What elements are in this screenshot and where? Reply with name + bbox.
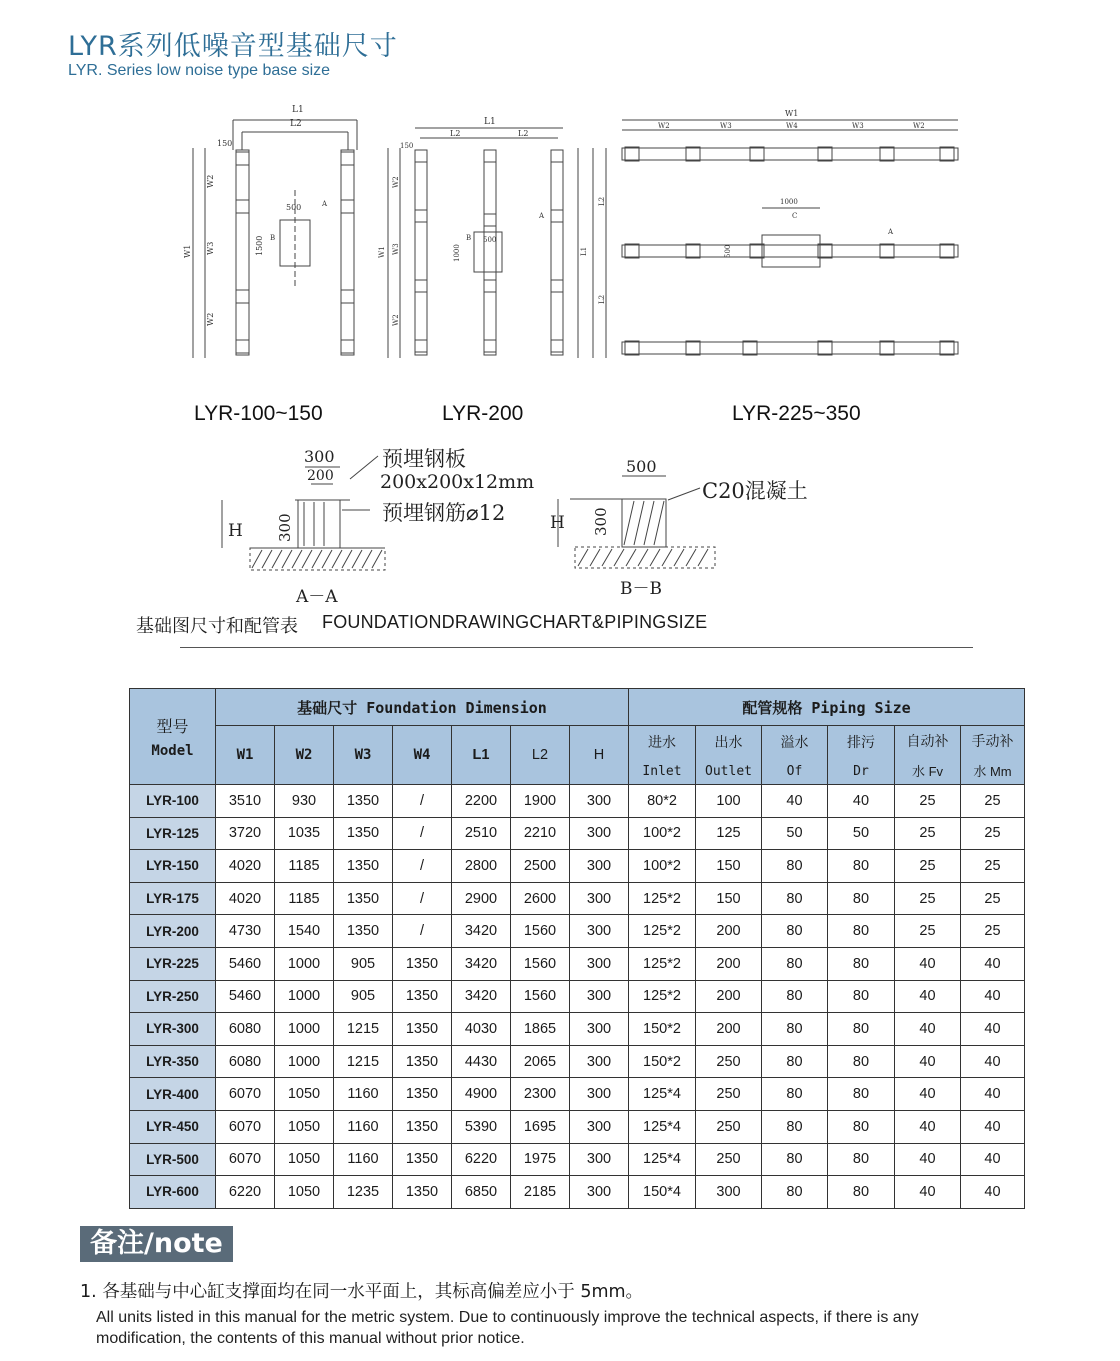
table-cell: 40 [961, 1078, 1025, 1111]
col-header-w3: W3 [334, 726, 393, 785]
mark-a-b: B [270, 234, 276, 242]
model-cell: LYR-300 [130, 1013, 216, 1046]
col-header-outlet: 出水 Outlet [696, 726, 762, 785]
dim-a-l1: L1 [292, 105, 304, 115]
table-cell: 6070 [216, 1143, 275, 1176]
dim-c-w3a: W3 [720, 122, 732, 130]
table-cell: 3420 [452, 915, 511, 948]
table-cell: 2185 [511, 1176, 570, 1209]
table-cell: 150*2 [629, 1045, 696, 1078]
table-row [130, 980, 1025, 1013]
table-cell: 1050 [275, 1176, 334, 1209]
table-cell: 300 [570, 882, 629, 915]
table-cell: 80 [828, 915, 895, 948]
model-header-cn: 型号 [156, 719, 189, 736]
table-row [130, 817, 1025, 850]
drawings-svg [0, 90, 1120, 650]
dim-aa-300v: 300 [276, 513, 294, 542]
table-cell: 125*4 [629, 1110, 696, 1143]
table-row [130, 1045, 1025, 1078]
table-cell: 50 [828, 817, 895, 850]
table-cell: 6220 [216, 1176, 275, 1209]
table-cell: 125*2 [629, 882, 696, 915]
drawing-label-b: LYR-200 [442, 402, 524, 425]
table-cell: 40 [961, 980, 1025, 1013]
table-cell: 300 [570, 1110, 629, 1143]
table-cell: 125*4 [629, 1078, 696, 1111]
table-cell: 1350 [393, 1013, 452, 1046]
col-header-l2: L2 [511, 726, 570, 785]
table-cell: 40 [895, 980, 961, 1013]
note-aa-3: 预埋钢筋⌀12 [382, 501, 506, 525]
table-cell: 125*4 [629, 1143, 696, 1176]
table-cell: 80 [762, 915, 828, 948]
table-cell: 40 [895, 1078, 961, 1111]
col-header-h: H [570, 726, 629, 785]
table-row [130, 1176, 1025, 1209]
table-cell: 1560 [511, 980, 570, 1013]
drawing-c [593, 109, 958, 358]
table-cell: 300 [570, 1176, 629, 1209]
table-row [130, 1143, 1025, 1176]
table-cell: 1000 [275, 980, 334, 1013]
table-cell: 40 [895, 947, 961, 980]
table-cell: 200 [696, 947, 762, 980]
table-cell: 25 [895, 850, 961, 883]
table-cell: 1215 [334, 1013, 393, 1046]
table-cell: 80 [762, 1176, 828, 1209]
col-header-manual-fill: 手动补 水 Mm [961, 726, 1025, 785]
table-cell: 80 [762, 947, 828, 980]
note-english: All units listed in this manual for the metric system. Due to continuously improve the technical aspects, if there is any modification, the contents of this manual without prior notice. [96, 1309, 919, 1347]
table-cell: 2300 [511, 1078, 570, 1111]
dim-b-w2: W2 [392, 176, 400, 188]
table-cell: 1185 [275, 882, 334, 915]
drawing-label-c: LYR-225~350 [732, 402, 861, 425]
table-row [130, 850, 1025, 883]
table-row [130, 1110, 1025, 1143]
table-cell: 25 [895, 817, 961, 850]
dim-b-500: 500 [483, 236, 497, 244]
model-cell: LYR-200 [130, 915, 216, 948]
table-cell: 100*2 [629, 817, 696, 850]
table-cell: 6070 [216, 1110, 275, 1143]
table-cell: 80 [828, 1013, 895, 1046]
table-cell: 200 [696, 980, 762, 1013]
table-cell: / [393, 817, 452, 850]
section-title-en: FOUNDATIONDRAWINGCHART&PIPINGSIZE [322, 612, 708, 632]
table-cell: 2510 [452, 817, 511, 850]
drawing-a [183, 105, 357, 358]
mark-c-c: C [792, 212, 798, 220]
table-cell: 2500 [511, 850, 570, 883]
table-cell: 40 [895, 1045, 961, 1078]
table-cell: 80 [828, 1110, 895, 1143]
dim-bb-300v: 300 [592, 507, 610, 536]
dim-a-150: 150 [217, 139, 233, 148]
note-aa-1: 预埋钢板 [382, 447, 466, 471]
dim-b-150: 150 [400, 142, 414, 150]
mark-b-a: A [539, 212, 545, 220]
table-row [130, 947, 1025, 980]
table-cell: 40 [895, 1176, 961, 1209]
dim-a-1000: 1500 [255, 235, 264, 256]
table-cell: 4020 [216, 882, 275, 915]
table-cell: 2900 [452, 882, 511, 915]
table-cell: 300 [570, 947, 629, 980]
table-cell: 300 [570, 1013, 629, 1046]
table-cell: 40 [961, 1143, 1025, 1176]
model-cell: LYR-350 [130, 1045, 216, 1078]
table-cell: 150*4 [629, 1176, 696, 1209]
table-cell: 250 [696, 1143, 762, 1176]
table-cell: 1350 [393, 1078, 452, 1111]
table-cell: 80*2 [629, 785, 696, 818]
section-aa [222, 447, 534, 607]
model-header [130, 689, 216, 785]
model-cell: LYR-125 [130, 817, 216, 850]
table-cell: 1540 [275, 915, 334, 948]
table-cell: 80 [828, 1078, 895, 1111]
dim-bb-h: H [550, 513, 565, 533]
table-cell: 1035 [275, 817, 334, 850]
table-cell: 6080 [216, 1013, 275, 1046]
table-cell: 4730 [216, 915, 275, 948]
table-cell: 80 [762, 1143, 828, 1176]
table-cell: 40 [895, 1143, 961, 1176]
table-cell: 80 [828, 980, 895, 1013]
table-cell: 4020 [216, 850, 275, 883]
col-header-auto-fill: 自动补 水 Fv [895, 726, 961, 785]
table-cell: 1350 [334, 817, 393, 850]
table-cell: 25 [895, 915, 961, 948]
table-cell: 1350 [393, 980, 452, 1013]
mark-c-a: A [888, 228, 894, 236]
dim-b-l1v: L1 [580, 246, 588, 256]
table-cell: 80 [762, 882, 828, 915]
table-cell: 80 [828, 1143, 895, 1176]
note-item-1: 1. 各基础与中心缸支撑面均在同一水平面上，其标高偏差应小于 5mm。 [80, 1282, 644, 1302]
table-cell: 25 [895, 785, 961, 818]
table-cell: 3420 [452, 947, 511, 980]
table-cell: 2200 [452, 785, 511, 818]
table-cell: 1350 [334, 850, 393, 883]
table-cell: 1160 [334, 1143, 393, 1176]
table-cell: 300 [570, 1078, 629, 1111]
table-cell: 200 [696, 915, 762, 948]
table-cell: / [393, 785, 452, 818]
table-cell: / [393, 915, 452, 948]
table-cell: 2800 [452, 850, 511, 883]
dim-c-500: 500 [724, 244, 732, 258]
model-cell: LYR-225 [130, 947, 216, 980]
dim-c-l2b: L2 [598, 294, 606, 304]
table-cell: 6080 [216, 1045, 275, 1078]
table-cell: 1215 [334, 1045, 393, 1078]
table-cell: 40 [895, 1110, 961, 1143]
table-cell: 40 [828, 785, 895, 818]
model-header-en: Model [151, 743, 194, 759]
table-cell: 5390 [452, 1110, 511, 1143]
mark-b-b: B [466, 234, 472, 242]
table-cell: 1160 [334, 1110, 393, 1143]
table-cell: 150 [696, 882, 762, 915]
table-cell: 2210 [511, 817, 570, 850]
table-cell: 905 [334, 947, 393, 980]
table-cell: 930 [275, 785, 334, 818]
label-aa: A－A [296, 587, 338, 607]
table-cell: 40 [961, 947, 1025, 980]
dim-aa-200: 200 [307, 468, 334, 484]
dim-b-w2b: W2 [392, 314, 400, 326]
dim-aa-h: H [228, 521, 243, 541]
dim-a-w2b: W2 [206, 312, 215, 326]
dim-c-l2a: L2 [598, 196, 606, 206]
col-header-drain: 排污 Dr [828, 726, 895, 785]
table-cell: 1560 [511, 915, 570, 948]
piping-group-header: 配管规格 Piping Size [629, 689, 1025, 726]
dim-b-1000: 1000 [453, 244, 461, 262]
table-cell: 6850 [452, 1176, 511, 1209]
drawing-b [378, 117, 588, 358]
drawing-label-a: LYR-100~150 [194, 402, 323, 425]
dim-c-w2a: W2 [658, 122, 670, 130]
table-cell: 80 [762, 850, 828, 883]
table-cell: 80 [762, 1013, 828, 1046]
table-cell: 1160 [334, 1078, 393, 1111]
table-cell: 125*2 [629, 915, 696, 948]
table-cell: 1050 [275, 1078, 334, 1111]
table-cell: 1350 [393, 1143, 452, 1176]
section-title-cn: 基础图尺寸和配管表 [136, 616, 298, 637]
table-cell: 300 [570, 1045, 629, 1078]
col-header-l1: L1 [452, 726, 511, 785]
table-body [130, 785, 1025, 1209]
note-aa-2: 200x200x12mm [380, 471, 535, 493]
foundation-drawings [0, 90, 1120, 650]
col-header-w4: W4 [393, 726, 452, 785]
table-cell: 40 [762, 785, 828, 818]
table-cell: 1050 [275, 1143, 334, 1176]
table-cell: 2600 [511, 882, 570, 915]
table-cell: 80 [828, 947, 895, 980]
mark-a-a: A [322, 200, 328, 208]
table-cell: 40 [895, 1013, 961, 1046]
table-cell: 150 [696, 850, 762, 883]
table-cell: 25 [961, 850, 1025, 883]
table-cell: 100*2 [629, 850, 696, 883]
table-cell: 80 [762, 1110, 828, 1143]
dim-bb-500: 500 [626, 457, 657, 476]
table-cell: 100 [696, 785, 762, 818]
model-cell: LYR-150 [130, 850, 216, 883]
section-bb [550, 457, 808, 599]
table-cell: 5460 [216, 947, 275, 980]
table-cell: 80 [828, 1045, 895, 1078]
table-row [130, 882, 1025, 915]
table-cell: 4430 [452, 1045, 511, 1078]
table-cell: 40 [961, 1110, 1025, 1143]
dimension-table [129, 688, 1025, 1209]
table-cell: 1350 [393, 1045, 452, 1078]
table-cell: 1185 [275, 850, 334, 883]
table-cell: 6070 [216, 1078, 275, 1111]
table-cell: 150*2 [629, 1013, 696, 1046]
table-cell: 5460 [216, 980, 275, 1013]
table-cell: 200 [696, 1013, 762, 1046]
dim-c-w2b: W2 [913, 122, 925, 130]
dim-a-w1: W1 [183, 244, 192, 258]
dim-a-500: 500 [286, 203, 302, 212]
dim-b-l1: L1 [484, 117, 496, 127]
dim-b-l2b: L2 [518, 129, 529, 138]
table-cell: 2065 [511, 1045, 570, 1078]
table-cell: 1350 [393, 947, 452, 980]
table-cell: 25 [961, 785, 1025, 818]
table-cell: 1865 [511, 1013, 570, 1046]
dim-c-w4: W4 [786, 122, 798, 130]
dim-c-1000: 1000 [780, 198, 798, 206]
foundation-group-header: 基础尺寸 Foundation Dimension [216, 689, 629, 726]
table-cell: 300 [570, 817, 629, 850]
table-row [130, 1078, 1025, 1111]
table-cell: 1000 [275, 947, 334, 980]
page-subtitle: LYR. Series low noise type base size [68, 62, 331, 79]
table-cell: 1000 [275, 1045, 334, 1078]
table-cell: 40 [961, 1176, 1025, 1209]
note-bb-1: C20混凝土 [702, 479, 808, 503]
table-cell: 3720 [216, 817, 275, 850]
dim-a-w3: W3 [206, 241, 215, 255]
table-cell: 1350 [334, 785, 393, 818]
table-cell: 3420 [452, 980, 511, 1013]
col-header-w1: W1 [216, 726, 275, 785]
table-cell: 80 [828, 850, 895, 883]
table-cell: 6220 [452, 1143, 511, 1176]
col-header-overflow: 溢水 Of [762, 726, 828, 785]
dim-b-l2a: L2 [450, 129, 461, 138]
table-cell: 1000 [275, 1013, 334, 1046]
table-row [130, 915, 1025, 948]
table-cell: 1900 [511, 785, 570, 818]
table-cell: 250 [696, 1110, 762, 1143]
model-cell: LYR-100 [130, 785, 216, 818]
table-cell: 1695 [511, 1110, 570, 1143]
col-header-w2: W2 [275, 726, 334, 785]
note-heading: 备注/note [80, 1226, 233, 1262]
table-cell: 905 [334, 980, 393, 1013]
table-cell: 25 [961, 882, 1025, 915]
table-cell: 1560 [511, 947, 570, 980]
table-cell: 125 [696, 817, 762, 850]
dim-c-w3b: W3 [852, 122, 864, 130]
dim-a-w2: W2 [206, 174, 215, 188]
table-cell: 25 [961, 817, 1025, 850]
dim-aa-300: 300 [304, 447, 335, 466]
table-cell: 1975 [511, 1143, 570, 1176]
table-cell: 50 [762, 817, 828, 850]
table-cell: 80 [762, 980, 828, 1013]
table-cell: 1350 [334, 915, 393, 948]
table-cell: 80 [762, 1045, 828, 1078]
table-cell: 4030 [452, 1013, 511, 1046]
table-cell: 250 [696, 1078, 762, 1111]
table-cell: 300 [570, 850, 629, 883]
table-cell: 25 [895, 882, 961, 915]
table-cell: 3510 [216, 785, 275, 818]
divider [180, 647, 973, 648]
table-cell: 250 [696, 1045, 762, 1078]
table-cell: 80 [762, 1078, 828, 1111]
table-cell: 300 [570, 785, 629, 818]
table-cell: 1235 [334, 1176, 393, 1209]
table-cell: 40 [961, 1045, 1025, 1078]
dim-b-w3: W3 [392, 243, 400, 255]
table-cell: 125*2 [629, 947, 696, 980]
table-cell: 300 [570, 1143, 629, 1176]
table-row [130, 1013, 1025, 1046]
table-cell: 1350 [393, 1110, 452, 1143]
table-cell: / [393, 850, 452, 883]
col-header-inlet: 进水 Inlet [629, 726, 696, 785]
table-cell: / [393, 882, 452, 915]
table-cell: 300 [570, 915, 629, 948]
table-cell: 300 [696, 1176, 762, 1209]
table-cell: 80 [828, 1176, 895, 1209]
model-cell: LYR-400 [130, 1078, 216, 1111]
table-cell: 125*2 [629, 980, 696, 1013]
model-cell: LYR-500 [130, 1143, 216, 1176]
label-bb: B－B [620, 579, 662, 599]
table-cell: 1350 [393, 1176, 452, 1209]
dim-b-w1: W1 [378, 246, 386, 258]
table-cell: 1050 [275, 1110, 334, 1143]
model-cell: LYR-600 [130, 1176, 216, 1209]
model-cell: LYR-450 [130, 1110, 216, 1143]
model-cell: LYR-250 [130, 980, 216, 1013]
page-title: LYR系列低噪音型基础尺寸 [68, 31, 398, 62]
table-cell: 300 [570, 980, 629, 1013]
table-cell: 25 [961, 915, 1025, 948]
table-cell: 80 [828, 882, 895, 915]
model-cell: LYR-175 [130, 882, 216, 915]
table-row [130, 785, 1025, 818]
table-cell: 1350 [334, 882, 393, 915]
dim-c-w1: W1 [785, 109, 799, 118]
dim-a-l2: L2 [290, 119, 302, 129]
table-cell: 4900 [452, 1078, 511, 1111]
table-cell: 40 [961, 1013, 1025, 1046]
